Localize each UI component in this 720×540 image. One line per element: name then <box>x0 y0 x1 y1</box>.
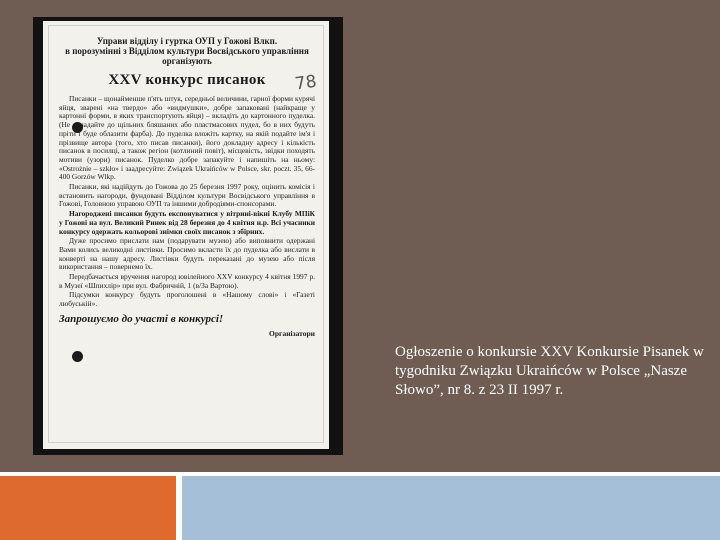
announcement-clipping <box>48 25 324 443</box>
invitation-slogan: Запрошуємо до участі в конкурсі! <box>59 312 224 325</box>
announcement-title: XXV конкурс писанок <box>108 72 266 88</box>
header-line: в порозумінні з Відділом культури Восвідського управління <box>65 46 309 56</box>
scanned-clipping-image <box>33 17 343 455</box>
slide-caption: Ogłoszenie o konkursie XXV Konkursie Pisanek w tygodniku Związku Ukraińców w Polsce „Nasze Słowo”, nr 8. z 23 II 1997 r. <box>395 344 704 398</box>
newspaper-page <box>43 21 329 449</box>
handwritten-number: 78 <box>293 71 318 95</box>
signature: Організатори <box>269 328 315 338</box>
paragraph: Писанки – щонайменше п'ять штук, середньої величини, гарної форми курячі яйця, зварені «на твердо» або «видмушки», добре запаковані (найкраще у картонні форми, в яких транспортують яйця) – вкладіть до картонного пуделка. (Не вкладайте до щільних бляшаних або пластмасових пудел, бо в них будуть пріти і буде облазити фарба). До пуделка вложіть картку, на якій подайте ім'я і прізвище автора (того, хто писав писанки), його докладну адресу і кількість писанок в посилці, а також регіон (котлиний повіт), місцевість, звідки походять мотиви (узори) писанок. Пуделко добре запакуйте і напишіть на ньому: «Ostrożnie – szkło» і заадресуйте: Związek Ukraińców w Polsce, skr. poczt. 35, 66-400 Gorzów Wlkp. <box>59 94 315 182</box>
paragraph: Підсумки конкурсу будуть проголошені в «Нашому слові» і «Газеті любуській». <box>59 290 315 309</box>
orange-accent-bar <box>0 476 176 540</box>
paragraph: Передбачається вручення нагород ювілейного XXV конкурсу 4 квітня 1997 р. в Музеї «Шпихлір» при вул. Фабричній, 1 (в/За Вартою). <box>59 272 315 290</box>
header-line: Управи відділу і гуртка ОУП у Гожові Влкп. <box>96 36 278 46</box>
blue-accent-bar <box>182 476 720 540</box>
paragraph: Нагороджені писанки будуть експонуватися у вітрині-вікні Клубу МПіК у Гожові на вул. Великий Ринек від 28 березня до 4 квітня н.р. Всі учасники конкурсу одержать кольорові знімки своїх писанок з збірних. <box>59 209 315 236</box>
header-line: організують <box>162 56 212 66</box>
paragraph: Писанки, які надійдуть до Гожова до 25 березня 1997 року, оцінить комісія і встановить нагороди, фундовані Відділом культури Восвідського управління в Гожові, Головною управою ОУП та іншими добродіями-спонсорами. <box>59 182 315 209</box>
paragraph: Дуже просимо прислати нам (подарувати музею) або виповнити одержані Вами колись великодні листівки. Просимо вкласти їх до пуделка або вислати в конверті на нашу адресу. Листівки будуть переказані до музею або після використання – повернемо їх. <box>59 236 315 272</box>
